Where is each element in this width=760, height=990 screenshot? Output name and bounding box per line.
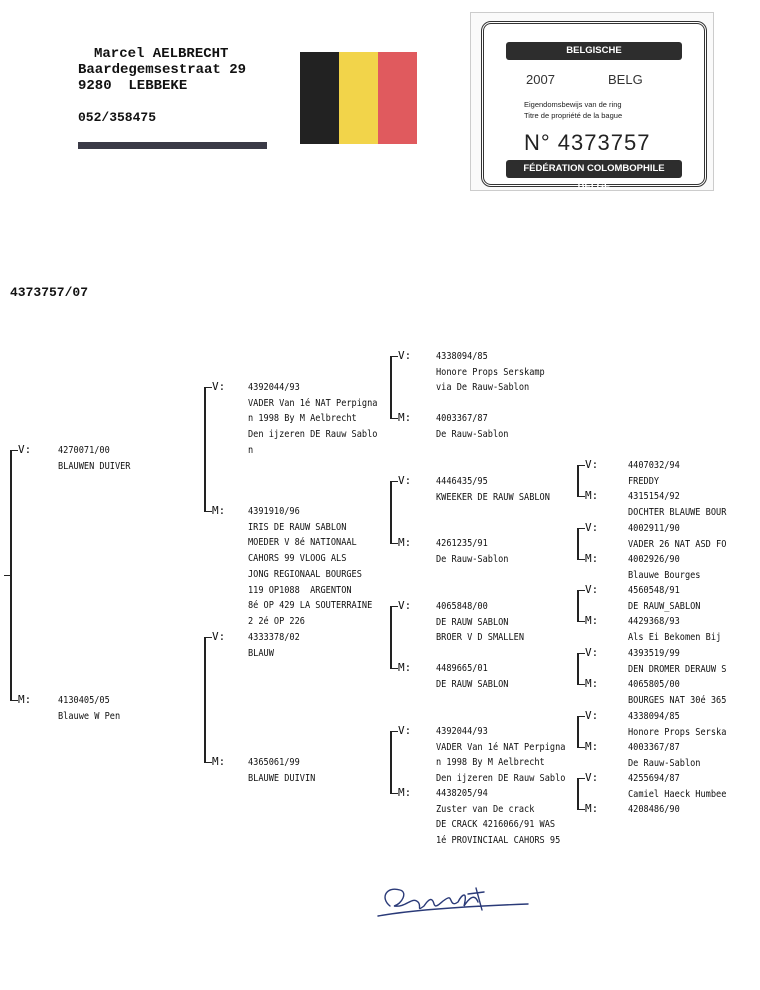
- label-dam: M:: [585, 740, 599, 753]
- flag-stripe-yellow: [339, 52, 378, 144]
- label-dam: M:: [585, 552, 599, 565]
- bracket-line: [577, 528, 579, 560]
- label-sire: V:: [585, 646, 599, 659]
- bracket-line: [577, 653, 585, 654]
- gen3-entry: 4003367/87 De Rauw-Sablon: [436, 413, 509, 440]
- bracket-line: [577, 559, 585, 560]
- gen1-sire: 4270071/00 BLAUWEN DUIVER: [58, 445, 131, 472]
- bracket-line: [10, 450, 18, 451]
- owner-block: [78, 46, 246, 94]
- bracket-line: [204, 637, 212, 638]
- gen3-entry: 4338094/85 Honore Props Serskamp via De Rauw-Sablon: [436, 351, 545, 394]
- gen4-entry: 4429368/93 Als Ei Bekomen Bij: [628, 616, 722, 643]
- ring-card-top-band: BELGISCHE DUIVENLIEFHEBBERSBOND: [506, 42, 682, 60]
- label-sire: V:: [18, 443, 32, 456]
- gen2-dam-dam: 4365061/99 BLAUWE DUIVIN: [248, 757, 316, 784]
- bracket-line: [577, 716, 579, 748]
- gen3-entry: 4261235/91 De Rauw-Sablon: [436, 538, 509, 565]
- label-dam: M:: [398, 536, 412, 549]
- belgian-flag: [300, 52, 417, 144]
- gen2-sire-sire: 4392044/93 VADER Van 1é NAT Perpigna n 1998 By M Aelbrecht Den ijzeren DE Rauw Sablo n: [248, 382, 378, 456]
- bracket-line: [390, 606, 392, 669]
- bracket-line: [577, 747, 585, 748]
- label-sire: V:: [585, 709, 599, 722]
- bracket-line: [577, 684, 585, 685]
- bracket-line: [390, 543, 398, 544]
- label-dam: M:: [212, 504, 226, 517]
- bracket-line: [577, 528, 585, 529]
- ring-card-year: 2007: [526, 72, 555, 87]
- gen4-entry: 4560548/91 DE RAUW_SABLON: [628, 585, 701, 612]
- ring-card-country: BELG: [608, 72, 643, 87]
- owner-city: 9280 LEBBEKE: [78, 78, 188, 94]
- label-sire: V:: [585, 771, 599, 784]
- bracket-line: [10, 700, 18, 701]
- gen3-entry: 4065848/00 DE RAUW SABLON BROER V D SMALLEN: [436, 601, 525, 644]
- bracket-line: [390, 668, 398, 669]
- gen2-dam-sire: 4333378/02 BLAUW: [248, 632, 300, 659]
- gen3-entry: 4438205/94 Zuster van De crack DE CRACK 4216066/91 WAS 1é PROVINCIAAL CAHORS 95: [436, 788, 561, 847]
- bracket-line: [390, 356, 392, 419]
- bracket-line: [10, 450, 12, 701]
- flag-stripe-black: [300, 52, 339, 144]
- bracket-line: [577, 653, 579, 685]
- label-sire: V:: [398, 349, 412, 362]
- bracket-line: [577, 621, 585, 622]
- ring-card-bottom-band: FÉDÉRATION COLOMBOPHILE BELGE: [506, 160, 682, 178]
- bracket-line: [577, 590, 585, 591]
- bracket-line: [4, 575, 10, 576]
- bracket-line: [390, 418, 398, 419]
- pigeon-ring-number: 4373757/07: [10, 285, 89, 300]
- bracket-line: [390, 731, 392, 794]
- label-dam: M:: [398, 661, 412, 674]
- bracket-line: [577, 716, 585, 717]
- gen4-entry: 4255694/87 Camiel Haeck Humbee: [628, 773, 727, 800]
- gen4-entry: 4208486/90: [628, 804, 680, 815]
- bracket-line: [577, 465, 585, 466]
- bracket-line: [577, 778, 579, 810]
- label-dam: M:: [585, 802, 599, 815]
- bracket-line: [204, 387, 206, 512]
- label-dam: M:: [398, 786, 412, 799]
- bracket-line: [204, 762, 212, 763]
- bracket-line: [577, 496, 585, 497]
- gen3-entry: 4489665/01 DE RAUW SABLON: [436, 663, 509, 690]
- bracket-line: [204, 511, 212, 512]
- label-dam: M:: [18, 693, 32, 706]
- label-sire: V:: [398, 474, 412, 487]
- label-dam: M:: [398, 411, 412, 424]
- label-sire: V:: [585, 458, 599, 471]
- ring-card-line2: Titre de propriété de la bague: [524, 111, 623, 120]
- gen1-dam: 4130405/05 Blauwe W Pen: [58, 695, 121, 722]
- ring-card-line1: Eigendomsbewijs van de ring: [524, 100, 622, 109]
- gen3-entry: 4392044/93 VADER Van 1é NAT Perpigna n 1998 By M Aelbrecht Den ijzeren DE Rauw Sablo: [436, 726, 566, 785]
- gen4-entry: 4002911/90 VADER 26 NAT ASD FO: [628, 523, 727, 550]
- label-sire: V:: [585, 521, 599, 534]
- bracket-line: [204, 387, 212, 388]
- bracket-line: [204, 637, 206, 763]
- ring-ownership-card: [470, 12, 714, 191]
- signature: [372, 876, 532, 926]
- label-sire: V:: [585, 583, 599, 596]
- owner-street: Baardegemsestraat 29: [78, 62, 247, 78]
- gen2-sire-dam: 4391910/96 IRIS DE RAUW SABLON MOEDER V 8é NATIONAAL CAHORS 99 VLOOG ALS JONG REGIONAAL BOURGES 119 OP1088 ARGENTON 8é OP 429 LA SOUTERRAINE 2 2é OP 226: [248, 506, 373, 627]
- bracket-line: [390, 481, 392, 544]
- bracket-line: [390, 731, 398, 732]
- flag-stripe-red: [378, 52, 417, 144]
- label-dam: M:: [585, 614, 599, 627]
- gen4-entry: 4315154/92 DOCHTER BLAUWE BOUR: [628, 491, 727, 518]
- owner-phone: 052/358475: [78, 110, 157, 125]
- owner-name: Marcel AELBRECHT: [94, 46, 229, 62]
- gen4-entry: 4393519/99 DEN DROMER DERAUW S: [628, 648, 727, 675]
- bracket-line: [390, 481, 398, 482]
- label-dam: M:: [585, 677, 599, 690]
- gen3-entry: 4446435/95 KWEEKER DE RAUW SABLON: [436, 476, 550, 503]
- label-dam: M:: [585, 489, 599, 502]
- label-sire: V:: [212, 380, 226, 393]
- gen4-entry: 4002926/90 Blauwe Bourges: [628, 554, 701, 581]
- bracket-line: [577, 590, 579, 622]
- header-divider: [78, 142, 267, 149]
- ring-card-number: N° 4373757: [524, 130, 651, 155]
- bracket-line: [390, 356, 398, 357]
- label-sire: V:: [398, 599, 412, 612]
- label-dam: M:: [212, 755, 226, 768]
- gen4-entry: 4003367/87 De Rauw-Sablon: [628, 742, 701, 769]
- bracket-line: [390, 793, 398, 794]
- gen4-entry: 4065805/00 BOURGES NAT 30é 365: [628, 679, 727, 706]
- bracket-line: [577, 809, 585, 810]
- bracket-line: [577, 465, 579, 497]
- bracket-line: [577, 778, 585, 779]
- bracket-line: [390, 606, 398, 607]
- gen4-entry: 4338094/85 Honore Props Serska: [628, 711, 727, 738]
- gen4-entry: 4407032/94 FREDDY: [628, 460, 680, 487]
- ring-card-frame: [481, 21, 707, 192]
- label-sire: V:: [212, 630, 226, 643]
- label-sire: V:: [398, 724, 412, 737]
